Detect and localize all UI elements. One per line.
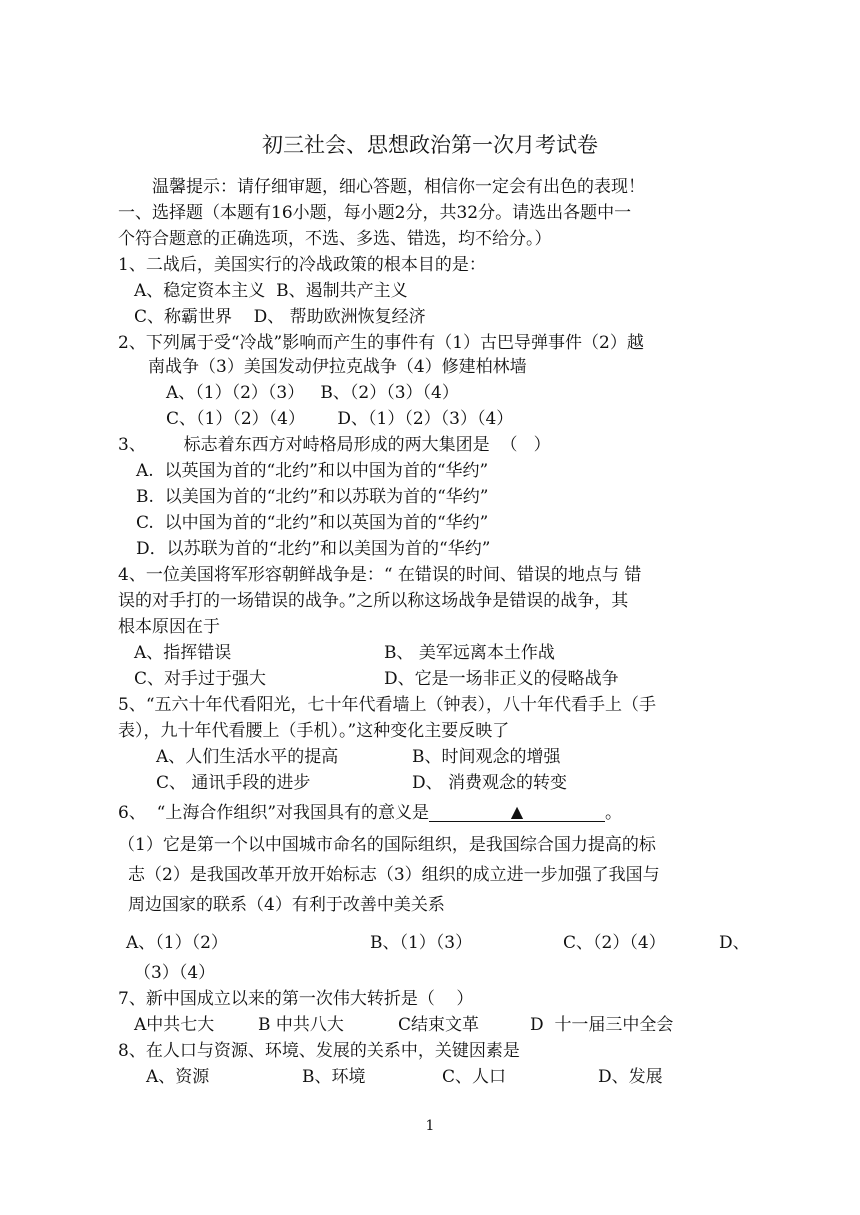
q2-stem-line1: 2、下列属于受“冷战”影响而产生的事件有（1）古巴导弹事件（2）越	[118, 333, 644, 353]
q7-option-a: A中共七大	[134, 1015, 215, 1035]
q4-option-c: C、对手过于强大	[134, 669, 267, 689]
q7-stem: 7、新中国成立以来的第一次伟大转折是（ ）	[118, 989, 474, 1009]
q6-option-c: C、（2）（4）	[563, 933, 666, 953]
q6-option-b: B、（1）（3）	[370, 933, 473, 953]
exam-title: 初三社会、思想政治第一次月考试卷	[262, 133, 598, 157]
q4-option-b: B、 美军远离本土作战	[384, 643, 555, 663]
q4-stem-line3: 根本原因在于	[118, 617, 220, 637]
q1-stem: 1、二战后，美国实行的冷战政策的根本目的是：	[118, 255, 486, 275]
triangle-marker-icon: ▲	[510, 802, 524, 821]
q2-stem-line2: 南战争（3）美国发动伊拉克战争（4）修建柏林墙	[148, 357, 527, 377]
q4-option-a: A、指挥错误	[134, 643, 232, 663]
section-heading-line1: 一、选择题（本题有16小题，每小题2分，共32分。请选出各题中一	[118, 203, 632, 223]
q4-option-d: D、它是一场非正义的侵略战争	[384, 669, 619, 689]
q6-option-d-label: D、	[719, 933, 750, 953]
q6-item-line3: 周边国家的联系（4）有利于改善中美关系	[128, 895, 445, 915]
tip-text: 温馨提示：请仔细审题，细心答题，相信你一定会有出色的表现！	[152, 177, 645, 197]
q2-options-row1: A、（1）（2）（3） B、（2）（3）（4）	[166, 383, 459, 403]
q2-options-row2: C、（1）（2）（4） D、（1）（2）（3）（4）	[166, 409, 514, 429]
q6-stem-text: 6、 “上海合作组织”对我国具有的意义是	[118, 803, 430, 823]
q6-item-line1: （1）它是第一个以中国城市命名的国际组织，是我国综合国力提高的标	[118, 835, 656, 855]
q5-option-d: D、 消费观念的转变	[412, 773, 568, 793]
q8-option-a: A、资源	[146, 1067, 210, 1087]
q8-option-c: C、人口	[442, 1067, 507, 1087]
q8-option-b: B、环境	[302, 1067, 366, 1087]
q5-stem-line2: 表），九十年代看腰上（手机）。”这种变化主要反映了	[118, 721, 510, 741]
q7-option-d: D 十一届三中全会	[530, 1015, 674, 1035]
q6-option-a: A、（1）（2）	[126, 933, 228, 953]
q6-item-line2: 志（2）是我国改革开放开始标志（3）组织的成立进一步加强了我国与	[128, 865, 660, 885]
q3-option-a: A. 以英国为首的“北约”和以中国为首的“华约”	[136, 461, 489, 481]
q7-option-b: B 中共八大	[258, 1015, 344, 1035]
q3-option-c: C. 以中国为首的“北约”和以英国为首的“华约”	[136, 513, 489, 533]
q3-option-b: B. 以美国为首的“北约”和以苏联为首的“华约”	[136, 487, 489, 507]
q3-stem: 3、 标志着东西方对峙格局形成的两大集团是 （ ）	[118, 435, 551, 455]
q6-option-d-value: （3）（4）	[134, 963, 216, 983]
q3-option-d: D．以苏联为首的“北约”和以美国为首的“华约”	[136, 539, 491, 559]
section-heading-line2: 个符合题意的正确选项，不选、多选、错选，均不给分。）	[118, 229, 552, 249]
q4-stem-line2: 误的对手打的一场错误的战争。”之所以称这场战争是错误的战争，其	[118, 591, 629, 611]
q8-stem: 8、在人口与资源、环境、发展的关系中，关键因素是	[118, 1041, 520, 1061]
q7-option-c: C结束文革	[398, 1015, 480, 1035]
q8-option-d: D、发展	[598, 1067, 663, 1087]
q1-options-row1: A、稳定资本主义 B、遏制共产主义	[134, 281, 408, 301]
q4-stem-line1: 4、一位美国将军形容朝鲜战争是：“ 在错误的时间、错误的地点与 错	[118, 565, 642, 585]
q5-stem-line1: 5、“五六十年代看阳光，七十年代看墙上（钟表），八十年代看手上（手	[118, 695, 657, 715]
q6-stem-end: 。	[605, 803, 623, 823]
answer-blank[interactable]	[429, 801, 605, 822]
page-number: 1	[425, 1118, 435, 1134]
q6-stem	[118, 802, 622, 824]
q5-option-b: B、时间观念的增强	[412, 747, 561, 767]
q1-options-row2: C、称霸世界 D、 帮助欧洲恢复经济	[134, 307, 426, 327]
q5-option-a: A、人们生活水平的提高	[156, 747, 339, 767]
q5-option-c: C、 通讯手段的进步	[156, 773, 311, 793]
